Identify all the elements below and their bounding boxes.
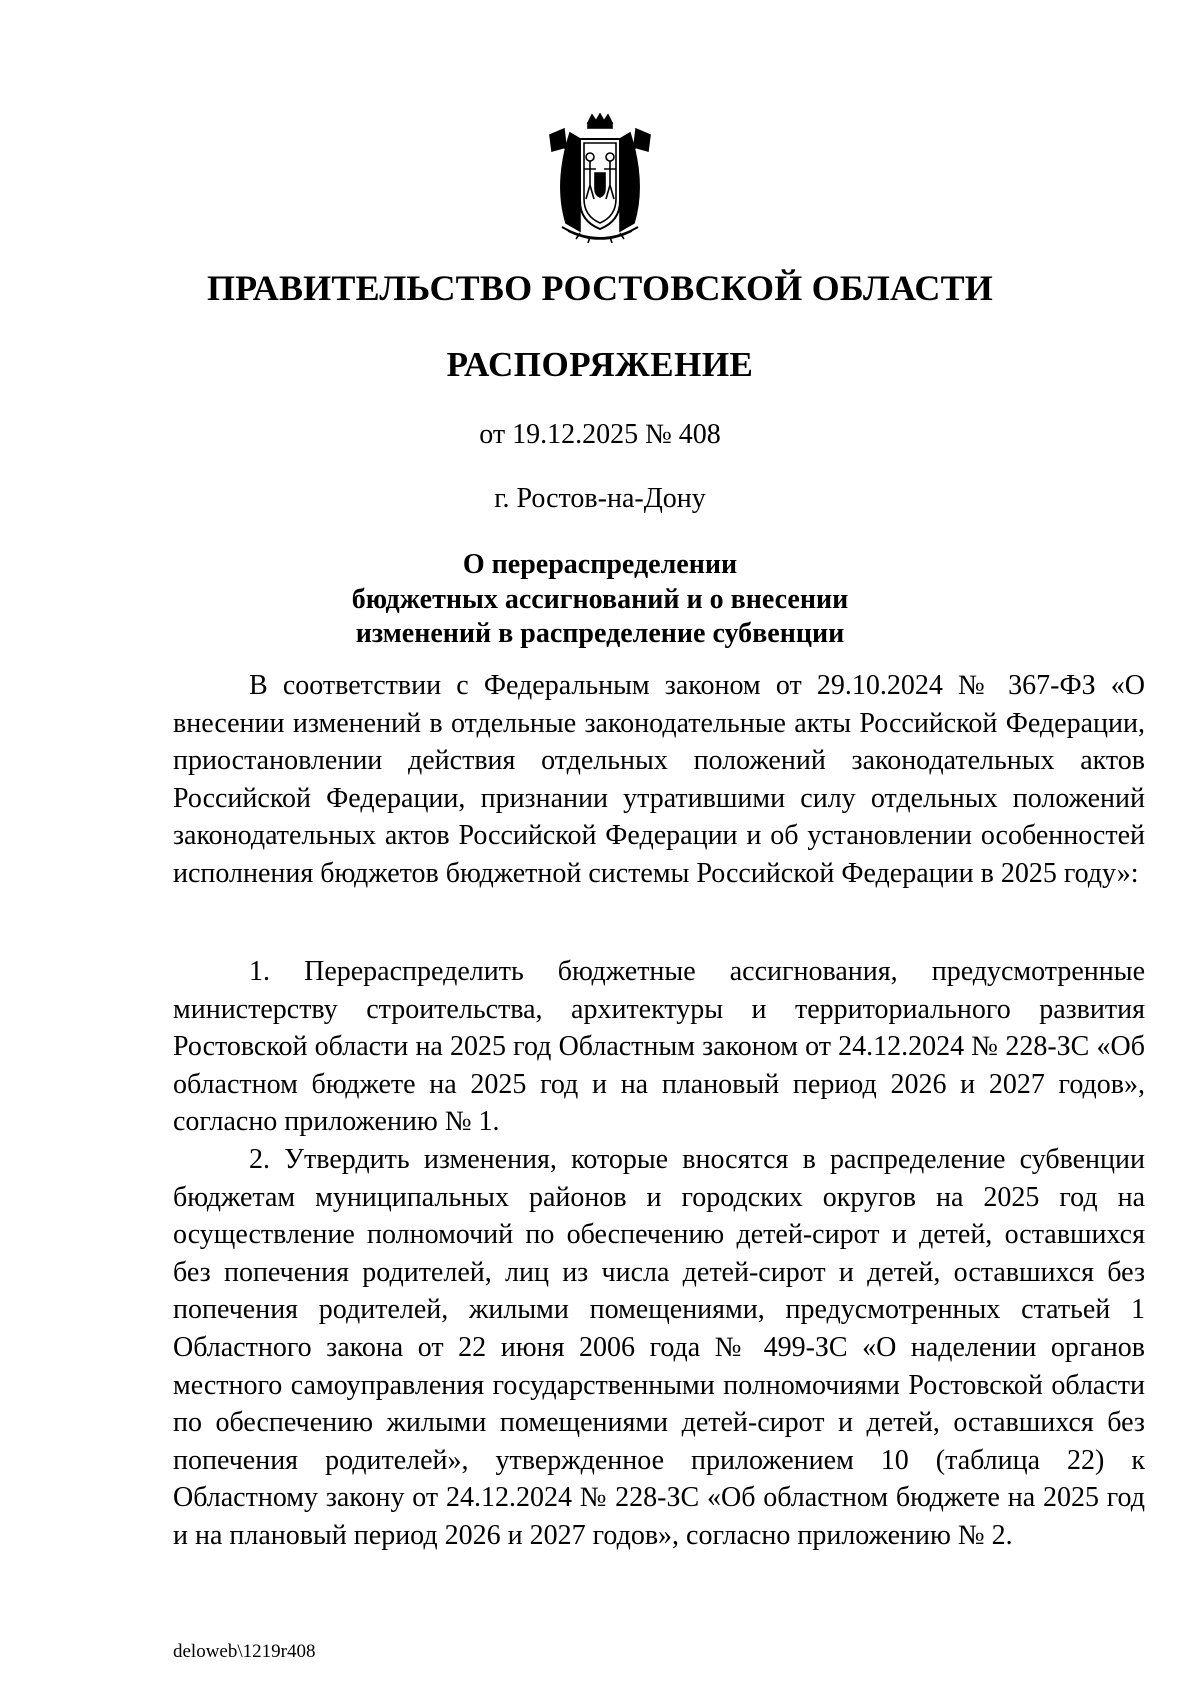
preamble-block xyxy=(173,667,1145,893)
organization-title: ПРАВИТЕЛЬСТВО РОСТОВСКОЙ ОБЛАСТИ xyxy=(206,268,994,308)
item-1-paragraph: 1. Перераспределить бюджетные ассигнования, предусмотренные министерству строительства, архитектуры и территориального развития Ростовской области на 2025 год Областным законом от 24.12.2024 № 228-ЗС «Об областном бюджете на 2025 год и на плановый период 2026 и 2027 годов», согласно приложению № 1. xyxy=(173,956,1145,1138)
city: г. Ростов-на-Дону xyxy=(494,483,706,514)
document-type: РАСПОРЯЖЕНИЕ xyxy=(446,345,754,384)
subject-line-1: О перераспределении xyxy=(462,549,738,580)
document-subject xyxy=(0,548,1200,652)
date-number: от 19.12.2025 № 408 xyxy=(479,419,721,450)
coat-of-arms-icon xyxy=(540,113,660,243)
item-2-paragraph: 2. Утвердить изменения, которые вносятся в распределение субвенции бюджетам муниципальных районов и городских округов на 2025 год на осуществление полномочий по обеспечению детей-сирот и детей, оставшихся без попечения родителей, лиц из числа детей-сирот и детей, оставшихся без попечения родителей, жилыми помещениями, предусмотренных статьей 1 Областного закона от 22 июня 2006 года № 499-ЗС «О наделении органов местного самоуправления государственными полномочиями Ростовской области по обеспечению жилыми помещениями детей-сирот и детей, оставшихся без попечения родителей», утвержденное приложением 10 (таблица 22) к Областному закону от 24.12.2024 № 228-ЗС «Об областном бюджете на 2025 год и на плановый период 2026 и 2027 годов», согласно приложению № 2. xyxy=(173,1143,1145,1551)
subject-line-2: бюджетных ассигнований и о внесении xyxy=(351,583,849,615)
subject-line-3: изменений в распределение субвенции xyxy=(355,618,845,649)
preamble-paragraph: В соответствии с Федеральным законом от 29.10.2024 № 367-ФЗ «О внесении изменений в отдельные законодательные акты Российской Федерации, приостановлении действия отдельных положений законодательных актов Российской Федерации, признании утратившими силу отдельных положений законодательных актов Российской Федерации и об установлении особенностей исполнения бюджетов бюджетной системы Российской Федерации в 2025 году»: xyxy=(173,670,1145,889)
file-reference: deloweb\1219r408 xyxy=(173,1641,316,1662)
items-block xyxy=(173,953,1145,1555)
